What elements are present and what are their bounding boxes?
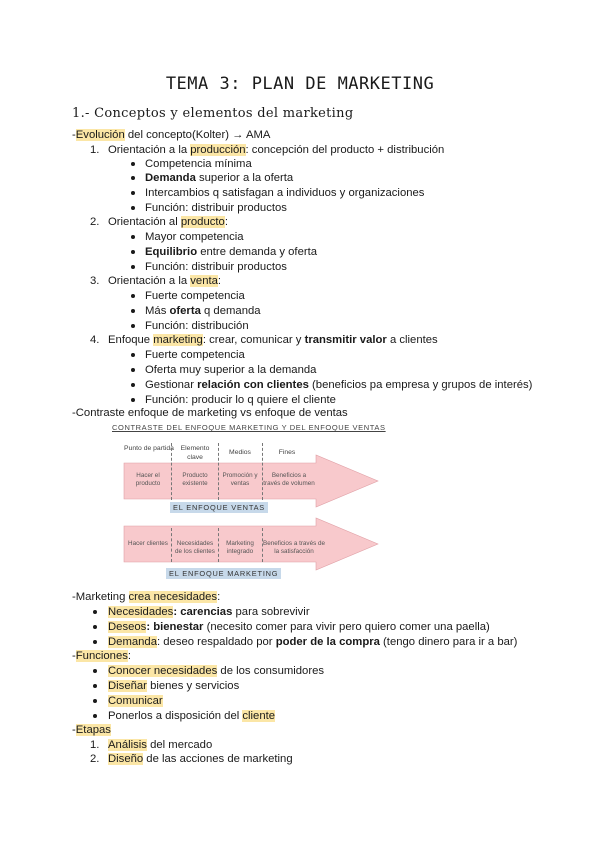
bold-text: Demanda (145, 172, 196, 184)
text: : (217, 275, 222, 287)
text: Función: producir lo q quiere el cliente (145, 394, 336, 406)
highlight: Funciones (75, 650, 128, 662)
text: Fuerte competencia (145, 349, 245, 361)
highlight: crea necesidades (128, 591, 218, 603)
column-header: Punto de partida (124, 445, 174, 452)
list-item (108, 738, 212, 752)
bullet-icon (93, 625, 97, 629)
divider (171, 528, 172, 562)
text: bienes y servicios (146, 680, 240, 692)
text: Mayor competencia (145, 231, 244, 243)
bold-text: poder de la compra (275, 636, 380, 648)
etapas-line (72, 723, 111, 737)
text: Más (145, 305, 170, 317)
text: Función: distribuir productos (145, 261, 287, 273)
highlight: Conocer necesidades (108, 665, 218, 677)
list-number: 2. (90, 216, 100, 228)
list-item (108, 709, 275, 723)
bold-text: : bienestar (146, 621, 204, 633)
list-item (108, 664, 324, 678)
bullet-icon (93, 610, 97, 614)
text: a clientes (386, 334, 438, 346)
highlight: Diseñar (108, 680, 147, 692)
text: Orientación a la (108, 275, 191, 287)
section-title: 1.- Conceptos y elementos del marketing (72, 106, 354, 121)
text: q demanda (200, 305, 261, 317)
bold-text: oferta (169, 305, 201, 317)
text: - (72, 724, 76, 736)
marketing-caption: EL ENFOQUE MARKETING (166, 568, 281, 579)
ventas-cell: Producto existente (182, 472, 208, 487)
text: entre demanda y oferta (197, 246, 318, 258)
list-item (108, 620, 490, 634)
highlight: Deseos (108, 621, 147, 633)
text: Fuerte competencia (145, 290, 245, 302)
text: de las acciones de marketing (143, 753, 293, 765)
text: : (217, 591, 221, 603)
text: Intercambios q satisfagan a individuos y organizaciones (145, 187, 425, 199)
list-number: 3. (90, 275, 100, 287)
list-item (108, 605, 310, 619)
column-header: Fines (278, 449, 296, 456)
column-header: Elemento clave (180, 445, 210, 461)
list-number: 1. (90, 144, 100, 156)
bullet-icon (93, 684, 97, 688)
dash: - (72, 129, 76, 141)
text: del mercado (146, 739, 213, 751)
highlight: Demanda (108, 636, 157, 648)
text: Función: distribuir productos (145, 202, 287, 214)
bold-text: Equilibrio (145, 246, 198, 258)
text: (necesito comer para vivir pero quiero comer una paella) (203, 621, 490, 633)
text: : concepción del producto + distribución (245, 144, 445, 156)
highlight: Comunicar (108, 695, 163, 707)
text: Ponerlos a disposición del (108, 710, 243, 722)
list-item (108, 679, 239, 693)
diagram-title: CONTRASTE DEL ENFOQUE MARKETING Y DEL ENFOQUE VENTAS (112, 423, 386, 432)
ventas-cell: Hacer el producto (135, 472, 161, 487)
highlight: cliente (242, 710, 276, 722)
bold-text: : carencias (173, 606, 233, 618)
text: : (127, 650, 132, 662)
marketing-cell: Beneficios a través de la satisfacción (263, 540, 325, 555)
text: - (72, 650, 76, 662)
evolucion-text: del concepto(Kolter) → AMA (124, 129, 271, 141)
text: (beneficios pa empresa y grupos de interés) (308, 379, 533, 391)
text: para sobrevivir (232, 606, 310, 618)
marketing-cell: Necesidades de los clientes (175, 540, 215, 555)
text: Enfoque (108, 334, 154, 346)
text: (tengo dinero para ir a bar) (379, 636, 518, 648)
bullet-icon (93, 669, 97, 673)
necesidades-line (72, 590, 220, 604)
page-title: TEMA 3: PLAN DE MARKETING (165, 74, 435, 94)
highlight: marketing (153, 334, 203, 346)
list-item (108, 635, 517, 649)
ventas-cell: Promoción y ventas (222, 472, 258, 487)
highlight: venta (190, 275, 218, 287)
bullet-icon (93, 714, 97, 718)
evolucion-highlight: Evolución (75, 129, 125, 141)
ventas-caption: EL ENFOQUE VENTAS (170, 502, 268, 513)
text: Oferta muy superior a la demanda (145, 364, 317, 376)
highlight: Necesidades (108, 606, 174, 618)
highlight: producción (190, 144, 246, 156)
text: superior a la oferta (195, 172, 294, 184)
text: de los consumidores (217, 665, 325, 677)
text: -Marketing (72, 591, 129, 603)
text: Orientación a la (108, 144, 191, 156)
list-number: 2. (90, 753, 100, 765)
marketing-cell: Marketing integrado (226, 540, 254, 555)
list-number: 1. (90, 739, 100, 751)
highlight: Análisis (108, 739, 147, 751)
text: Competencia mínima (145, 158, 252, 170)
highlight: producto (180, 216, 225, 228)
bullet-icon (93, 640, 97, 644)
text: Gestionar (145, 379, 198, 391)
list-item (108, 752, 293, 766)
text: : (224, 216, 228, 228)
text: : deseo respaldado por (156, 636, 276, 648)
bold-text: transmitir valor (304, 334, 387, 346)
divider (171, 443, 172, 500)
text: Orientación al (108, 216, 181, 228)
bold-text: relación con clientes (197, 379, 309, 391)
list-item (108, 694, 163, 708)
ventas-cell: Beneficios a través de volumen (263, 472, 315, 487)
bullet-icon (93, 699, 97, 703)
marketing-cell: Hacer clientes (128, 540, 168, 547)
highlight: Etapas (75, 724, 111, 736)
highlight: Diseño (108, 753, 144, 765)
text: : crear, comunicar y (202, 334, 305, 346)
contraste-line: -Contraste enfoque de marketing vs enfoque de ventas (72, 407, 348, 419)
funciones-line (72, 649, 131, 663)
list-number: 4. (90, 334, 100, 346)
text: Función: distribución (145, 320, 249, 332)
column-header: Medios (229, 449, 251, 456)
